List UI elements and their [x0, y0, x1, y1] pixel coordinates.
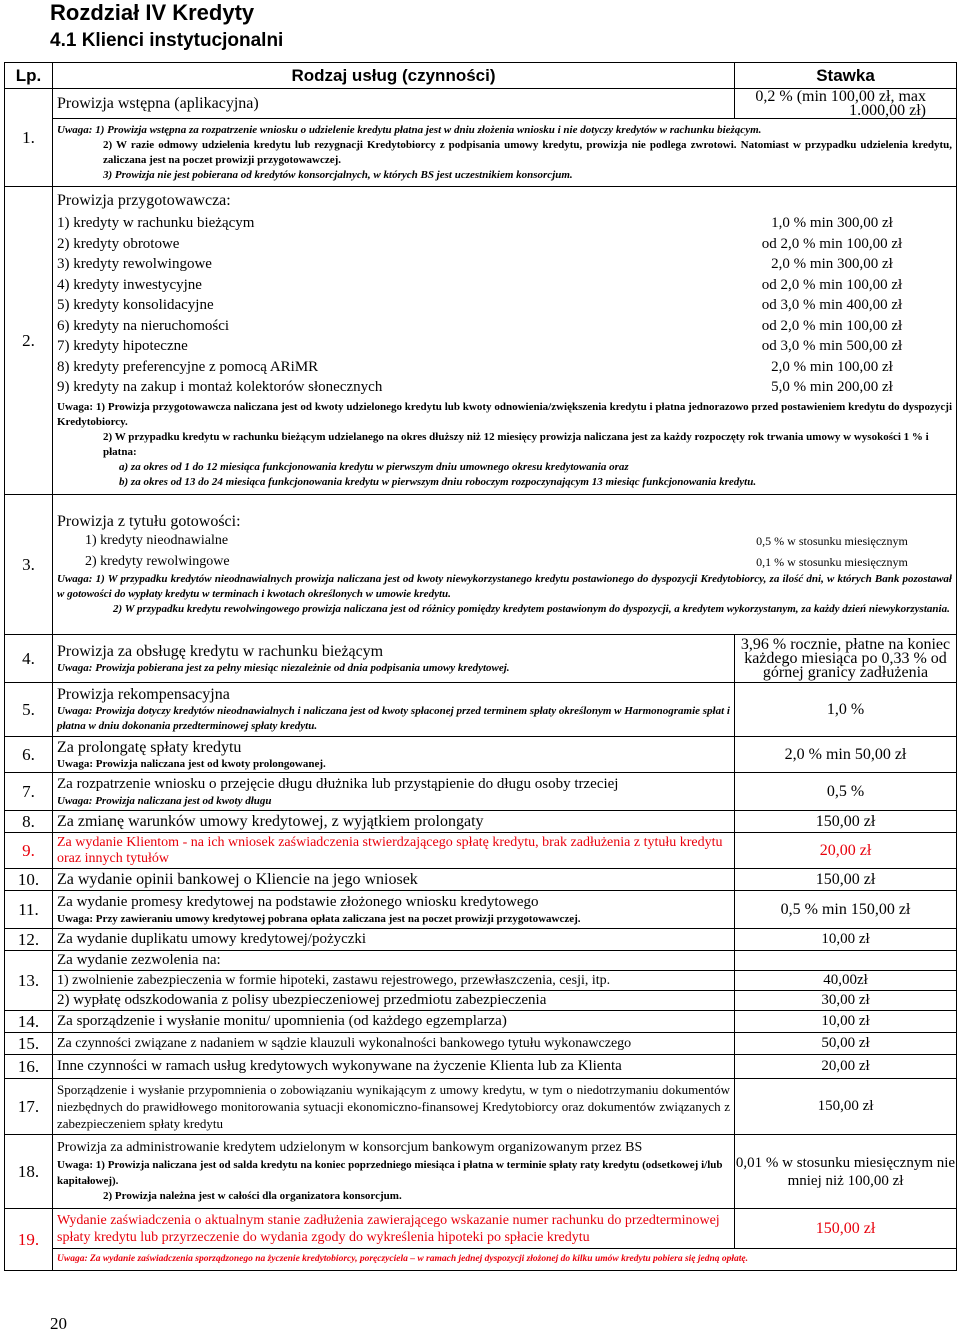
item-label: 1) kredyty nieodnawialne	[85, 533, 229, 548]
item-rate: 1,0 % min 300,00 zł	[771, 215, 893, 232]
row-title: Prowizja wstępna (aplikacyjna)	[53, 89, 735, 119]
row-rate: 0,5 %	[735, 773, 957, 811]
list-item	[57, 336, 952, 357]
item-rate: od 3,0 % min 500,00 zł	[761, 338, 903, 355]
item-label: 3) kredyty rewolwingowe	[57, 256, 212, 273]
note-line: Uwaga: 1) Prowizja wstępna za rozpatrzenie wniosku o udzielenie kredytu płatna jest w dniu złożenia wniosku i nie dotyczy kredytów w rachunku bieżącym.	[57, 123, 762, 136]
note-line: Uwaga: Prowizja pobierana jest za pełny miesiąc niezależnie od dnia podpisania umowy kredytowej.	[57, 661, 510, 674]
row-rate: 10,00 zł	[735, 929, 957, 951]
row-body	[53, 773, 735, 811]
row-number: 6.	[5, 737, 53, 773]
table-row	[5, 737, 957, 773]
row-rate: 1,0 %	[735, 683, 957, 737]
list-item	[57, 357, 952, 378]
table-row	[5, 1011, 957, 1033]
list-item	[57, 531, 952, 552]
table-row	[5, 1055, 957, 1079]
row-title: Prowizja rekompensacyjna	[57, 686, 230, 703]
item-rate: od 2,0 % min 100,00 zł	[761, 235, 903, 252]
table-row	[5, 495, 957, 635]
table-row	[5, 187, 957, 495]
row-number: 14.	[5, 1011, 53, 1033]
row-body	[53, 635, 735, 683]
note-line: a) za okres od 1 do 12 miesiąca funkcjonowania kredytu w pierwszym dniu umownego okresu kredytowania oraz	[119, 460, 629, 473]
row-rate: 10,00 zł	[735, 1011, 957, 1033]
row-number: 4.	[5, 635, 53, 683]
row-number: 15.	[5, 1033, 53, 1055]
table-row	[5, 929, 957, 951]
list-item	[57, 213, 952, 234]
item-label: 6) kredyty na nieruchomości	[57, 317, 230, 334]
row-title: Za wydanie Klientom - na ich wniosek zaświadczenia stwierdzającego spłatę kredytu, brak zadłużenia z tytułu kredytu oraz innych tytułów	[53, 833, 735, 869]
row-rate: 50,00 zł	[735, 1033, 957, 1055]
item-rate: 2,0 % min 100,00 zł	[771, 358, 893, 375]
row-rate: 20,00 zł	[735, 1055, 957, 1079]
item-label: 9) kredyty na zakup i montaż kolektorów słonecznych	[57, 379, 383, 396]
row-number: 19.	[5, 1209, 53, 1271]
table-row	[5, 951, 957, 971]
row-number: 7.	[5, 773, 53, 811]
header-service: Rodzaj usług (czynności)	[53, 63, 735, 89]
table-row	[5, 1135, 957, 1209]
row-title: Wydanie zaświadczenia o aktualnym stanie zadłużenia zawierającego wskazanie numer rachunku do przedterminowej spłaty kredytu lub przyrzeczenie do wydania zgody do wykreślenia hipoteki po spłacie kredytu	[53, 1209, 735, 1249]
row-number: 13.	[5, 951, 53, 1011]
note-line: Uwaga: Przy zawieraniu umowy kredytowej pobrana opłata zaliczana jest na poczet prowizji przygotowawczej.	[57, 912, 581, 925]
row-title: Za rozpatrzenie wniosku o przejęcie długu dłużnika lub przystąpienie do długu osoby trzeciej	[57, 775, 619, 792]
item-label: 5) kredyty konsolidacyjne	[57, 297, 214, 314]
row-rate: 40,00zł	[735, 971, 957, 991]
row-rate: 0,2 % (min 100,00 zł, max 1.000,00 zł)	[735, 89, 957, 119]
item-rate: od 2,0 % min 100,00 zł	[761, 317, 903, 334]
row-rate: 20,00 zł	[735, 833, 957, 869]
note-line: Uwaga: 1) Prowizja naliczana jest od salda kredytu na koniec poprzedniego miesiąca i płatna w terminie spłaty raty kredytu (odsetkowej i/lub kapitałowej).	[57, 1159, 723, 1187]
row-title: Prowizja z tytułu gotowości:	[57, 513, 241, 530]
row-title: Za wydanie opinii bankowej o Kliencie na jego wniosek	[53, 869, 735, 891]
row-rate: 30,00 zł	[735, 991, 957, 1011]
row-number: 8.	[5, 811, 53, 833]
fee-table	[4, 62, 957, 1271]
row-title: Za prolongatę spłaty kredytu	[57, 738, 242, 756]
item-rate: 0,1 % w stosunku miesięcznym	[756, 554, 908, 569]
row-number: 5.	[5, 683, 53, 737]
item-label: 8) kredyty preferencyjne z pomocą ARiMR	[57, 358, 319, 375]
row-rate: 150,00 zł	[735, 811, 957, 833]
row-title: Za sporządzenie i wysłanie monitu/ upomnienia (od każdego egzemplarza)	[53, 1011, 735, 1033]
row-note-cell	[53, 119, 957, 187]
row-subitem: 1) zwolnienie zabezpieczenia w formie hipoteki, zastawu rejestrowego, przewłaszczenia, cesji, itp.	[53, 971, 735, 991]
note-line: Uwaga: 1) W przypadku kredytów nieodnawialnych prowizja naliczana jest od kwoty niewykorzystanego kredytu postawionego do dyspozycji Kredytobiorcy, za ilość dni, w których Bank pozostawał w gotowości do wypłaty kredytu w terminach i kwotach określonych w umowie kredytu.	[57, 573, 952, 600]
list-item	[57, 552, 952, 573]
list-item	[57, 316, 952, 337]
note-line: Uwaga: Za wydanie zaświadczenia sporządzonego na życzenie kredytobiorcy, poręczyciela – w ramach jednej dyspozycji złożonej do kilku umów kredytu pobiera się jedną opłatę.	[53, 1249, 957, 1271]
item-label: 4) kredyty inwestycyjne	[57, 276, 202, 293]
note-line: 2) W przypadku kredytu rewolwingowego prowizja naliczana jest od różnicy pomiędzy kredytem postawionym do dyspozycji, a kredytem wykorzystanym, za każdy dzień niewykorzystania.	[113, 603, 950, 615]
item-label: 2) kredyty rewolwingowe	[85, 553, 230, 569]
note-line: Uwaga: Prowizja naliczana jest od kwoty długu	[57, 794, 272, 807]
row-rate: 150,00 zł	[735, 1079, 957, 1135]
row-body	[53, 891, 735, 929]
table-row	[5, 1033, 957, 1055]
header-rate: Stawka	[735, 63, 957, 89]
table-row	[5, 1079, 957, 1135]
row-number: 16.	[5, 1055, 53, 1079]
note-line: 2) W przypadku kredytu w rachunku bieżącym udzielanego na okres dłuższy niż 12 miesięcy prowizja naliczana jest za każdy rozpoczęty rok trwania umowy w wysokości 1 % i płatna:	[103, 430, 929, 458]
table-row	[5, 833, 957, 869]
table-row	[5, 773, 957, 811]
note-line: 2) Prowizja należna jest w całości dla organizatora konsorcjum.	[103, 1190, 402, 1202]
table-row	[5, 683, 957, 737]
page-number: 20	[50, 1314, 67, 1333]
item-rate: 0,5 % w stosunku miesięcznym	[756, 534, 908, 548]
row-rate: 0,5 % min 150,00 zł	[735, 891, 957, 929]
row-number: 10.	[5, 869, 53, 891]
table-row	[5, 635, 957, 683]
row-number: 2.	[5, 187, 53, 495]
item-label: 7) kredyty hipoteczne	[57, 338, 188, 355]
list-item	[57, 377, 952, 398]
note-line: Uwaga: Prowizja dotyczy kredytów nieodnawialnych i naliczana jest od kwoty spłaconej przed terminem spłaty określonym w Harmonogramie spłat i płatna w dniu dokonania przedterminowej spłaty kredytu.	[57, 705, 730, 732]
item-label: 1) kredyty w rachunku bieżącym	[57, 215, 255, 232]
table-row-note	[5, 119, 957, 187]
list-item	[57, 234, 952, 255]
table-row	[5, 811, 957, 833]
row-number: 3.	[5, 495, 53, 635]
list-item	[57, 254, 952, 275]
row-number: 17.	[5, 1079, 53, 1135]
item-rate: 2,0 % min 300,00 zł	[771, 256, 893, 273]
row-number: 9.	[5, 833, 53, 869]
item-rate: od 2,0 % min 100,00 zł	[761, 276, 903, 293]
row-number: 11.	[5, 891, 53, 929]
row-title: Za czynności związane z nadaniem w sądzie klauzuli wykonalności bankowego tytułu wykonawczego	[53, 1033, 735, 1055]
table-row	[5, 991, 957, 1011]
row-rate: 3,96 % rocznie, płatne na koniec każdego miesiąca po 0,33 % od górnej granicy zadłużenia	[735, 635, 957, 683]
header-lp: Lp.	[5, 63, 53, 89]
row-rate: 150,00 zł	[735, 1209, 957, 1249]
note-line: 3) Prowizja nie jest pobierana od kredytów konsorcjalnych, w których BS jest uczestnikiem konsorcjum.	[103, 168, 573, 181]
row-body	[53, 737, 735, 773]
row-rate: 0,01 % w stosunku miesięcznym nie mniej niż 100,00 zł	[735, 1135, 957, 1209]
row-body	[53, 495, 957, 635]
row-title: Za wydanie zezwolenia na:	[53, 951, 735, 971]
row-title: Prowizja za administrowanie kredytem udzielonym w konsorcjum bankowym organizowanym przez BS	[57, 1140, 643, 1155]
row-title: Prowizja za obsługę kredytu w rachunku bieżącym	[57, 642, 384, 660]
table-row-note	[5, 1249, 957, 1271]
row-title: Sporządzenie i wysłanie przypomnienia o zobowiązaniu wynikającym z umowy kredytu, w tym o niedotrzymaniu dokumentów niezbędnych do prawidłowego monitorowania sytuacji ekonomiczno-finansowej Kredytobiorcy oraz dokumentów związanych z zabezpieczeniem spłaty kredytu	[53, 1079, 735, 1135]
table-row	[5, 891, 957, 929]
section-title: 4.1 Klienci instytucjonalni	[50, 30, 284, 51]
row-title: Prowizja przygotowawcza:	[57, 192, 231, 210]
list-item	[57, 275, 952, 296]
row-number: 1.	[5, 89, 53, 187]
note-line: 2) W razie odmowy udzielenia kredytu lub rezygnacji Kredytobiorcy z podpisania umowy kredytu, prowizja nie podlega zwrotowi. Natomiast w przypadku udzielenia kredytu, zaliczana jest na poczet prowizji przygotowawczej.	[103, 138, 952, 166]
item-label: 2) kredyty obrotowe	[57, 235, 180, 252]
note-line: Uwaga: Prowizja naliczana jest od kwoty prolongowanej.	[57, 757, 326, 770]
row-number: 18.	[5, 1135, 53, 1209]
table-header-row	[5, 63, 957, 89]
table-row	[5, 89, 957, 119]
row-body	[53, 187, 957, 495]
row-rate: 2,0 % min 50,00 zł	[735, 737, 957, 773]
item-rate: od 3,0 % min 400,00 zł	[761, 297, 903, 314]
row-body	[53, 683, 735, 737]
list-item	[57, 295, 952, 316]
row-body	[53, 1135, 735, 1209]
note-line: b) za okres od 13 do 24 miesiąca funkcjonowania kredytu w pierwszym dniu roboczym rozpoczynającym 13 miesiąc funkcjonowania kredytu.	[119, 475, 757, 488]
table-row	[5, 869, 957, 891]
row-title: Za wydanie duplikatu umowy kredytowej/pożyczki	[53, 929, 735, 951]
note-line: Uwaga: 1) Prowizja przygotowawcza naliczana jest od kwoty udzielonego kredytu lub kwoty odnowienia/zwiększenia kredytu i płatna jednorazowo przed postawieniem kredytu do dyspozycji Kredytobiorcy.	[57, 400, 952, 428]
table-row	[5, 1209, 957, 1249]
row-rate: 150,00 zł	[735, 869, 957, 891]
row-title: Za zmianę warunków umowy kredytowej, z wyjątkiem prolongaty	[53, 811, 735, 833]
row-title: Inne czynności w ramach usług kredytowych wykonywane na życzenie Klienta lub za Klienta	[53, 1055, 735, 1079]
row-title: Za wydanie promesy kredytowej na podstawie złożonego wniosku kredytowego	[57, 893, 539, 910]
chapter-title: Rozdział IV Kredyty	[50, 0, 255, 25]
table-row	[5, 971, 957, 991]
item-rate: 5,0 % min 200,00 zł	[771, 379, 893, 396]
row-number: 12.	[5, 929, 53, 951]
row-subitem: 2) wypłatę odszkodowania z polisy ubezpieczeniowej przedmiotu zabezpieczenia	[53, 991, 735, 1011]
empty-cell	[735, 951, 957, 971]
